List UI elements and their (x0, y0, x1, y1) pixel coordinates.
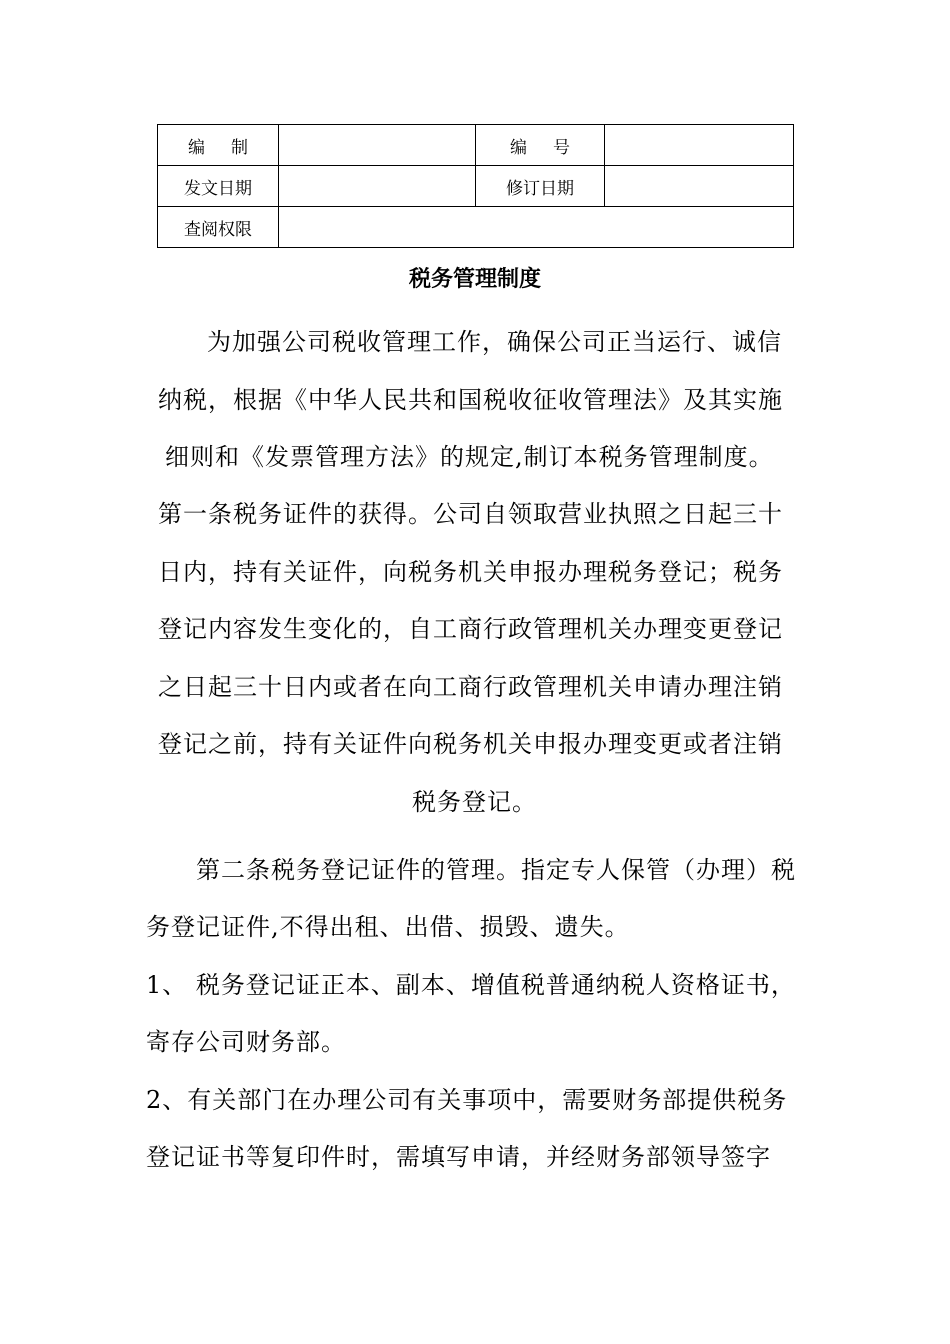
body-line: 务登记证件,不得出租、出借、损毁、遗失。 (146, 913, 630, 941)
label-bianzhi: 编制 (158, 125, 279, 166)
label-issue-date: 发文日期 (158, 166, 279, 207)
value-bianhao (605, 125, 794, 166)
document-title: 税务管理制度 (408, 267, 541, 292)
body-line: 2、有关部门在办理公司有关事项中，需要财务部提供税务 (146, 1086, 788, 1114)
body-line: 日内，持有关证件，向税务机关申报办理税务登记；税务 (158, 558, 783, 586)
body-line: 登记之前，持有关证件向税务机关申报办理变更或者注销 (158, 730, 783, 758)
table-row (158, 166, 794, 207)
document-header-table (157, 124, 794, 248)
table-row (158, 207, 794, 248)
body-line: 之日起三十日内或者在向工商行政管理机关申请办理注销 (158, 673, 783, 701)
label-access-rights: 查阅权限 (158, 207, 279, 248)
body-line: 纳税，根据《中华人民共和国税收征收管理法》及其实施 (158, 386, 783, 414)
value-bianzhi (279, 125, 476, 166)
label-bianhao: 编号 (476, 125, 605, 166)
body-line: 第二条税务登记证件的管理。指定专人保管（办理）税 (196, 856, 796, 884)
body-line: 登记内容发生变化的，自工商行政管理机关办理变更登记 (158, 615, 783, 643)
body-line: 税务登记。 (412, 788, 537, 816)
body-line: 寄存公司财务部。 (146, 1028, 346, 1056)
value-access-rights (279, 207, 794, 248)
table-row (158, 125, 794, 166)
body-line: 为加强公司税收管理工作，确保公司正当运行、诚信 (207, 328, 782, 356)
value-revision-date (605, 166, 794, 207)
body-line: 1、 税务登记证正本、副本、增值税普通纳税人资格证书， (146, 971, 796, 999)
label-revision-date: 修订日期 (476, 166, 605, 207)
value-issue-date (279, 166, 476, 207)
body-line: 第一条税务证件的获得。公司自领取营业执照之日起三十 (158, 500, 783, 528)
body-line: 登记证书等复印件时，需填写申请，并经财务部领导签字 (146, 1143, 771, 1171)
body-line: 细则和《发票管理方法》的规定,制订本税务管理制度。 (165, 443, 774, 471)
